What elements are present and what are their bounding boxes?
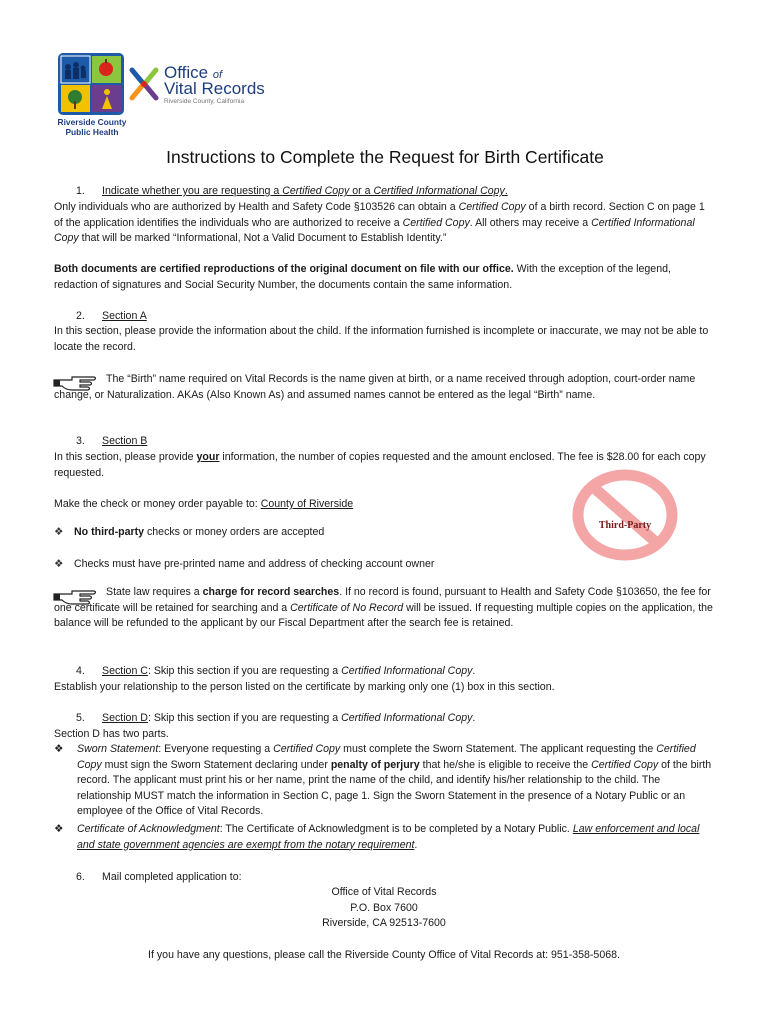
section-4-paragraph: Establish your relationship to the person listed on the certificate by marking only one (1) box in this section.: [54, 681, 555, 693]
section-1-heading: 1. Indicate whether you are requesting a Certified Copy or a Certified Informational Copy.: [76, 185, 508, 197]
section-4-heading: 4. Section C: Skip this section if you are requesting a Certified Informational Copy.: [76, 665, 476, 677]
section-3-paragraph: In this section, please provide your information, the number of copies requested and the amount enclosed. The fee is $28.00 for each copy requested.: [54, 451, 706, 479]
riverside-county-label: Riverside County, California: [164, 98, 245, 105]
diamond-bullet-icon: ❖: [54, 743, 64, 755]
section-1-paragraph-1: Only individuals who are authorized by Health and Safety Code §103526 can obtain a Certified Copy of a birth record. Section C on page 1 of the application identifies the individuals who are authorized to receive a Certified Copy. All others may receive a Certified Informational Copy that will be marked “Informational, Not a Valid Document to Establish Identity.”: [54, 201, 705, 245]
diamond-bullet-icon: ❖: [54, 823, 64, 835]
bullet-preprinted: ❖ Checks must have pre-printed name and address of checking account owner: [54, 557, 714, 573]
stamp-label: Third-Party: [598, 520, 652, 531]
page-title: Instructions to Complete the Request for Birth Certificate: [166, 147, 604, 167]
payable-line: Make the check or money order payable to: County of Riverside: [54, 498, 354, 510]
section-2-paragraph: In this section, please provide the information about the child. If the information furnished is incomplete or inaccurate, we may not be able to locate the record.: [54, 325, 709, 353]
office-of-label: Office of: [164, 63, 223, 82]
public-health-logo: [58, 53, 124, 115]
vital-records-label: Vital Records: [164, 79, 265, 98]
section-6-heading: 6. Mail completed application to:: [76, 871, 242, 883]
section-1-paragraph-2: Both documents are certified reproductions of the original document on file with our office. With the exception of the legend, redaction of signatures and Social Security Number, the documents contain the same information.: [54, 263, 671, 291]
diamond-bullet-icon: ❖: [54, 526, 64, 538]
footer-contact: If you have any questions, please call the Riverside County Office of Vital Records at: 951-358-5068.: [148, 949, 620, 961]
section-2-note: The “Birth” name required on Vital Records is the name given at birth, or a name received through adoption, court-order name change, or Naturalization. AKAs (Also Known As) and assumed names cannot be entered as the legal “Birth” name.: [54, 373, 696, 401]
section-3-heading: 3. Section B: [76, 435, 148, 447]
section-3-note: State law requires a charge for record searches. If no record is found, pursuant to Health and Safety Code §103650, the fee for one certificate will be retained for searching and a Certificate of No Record will be issued. If requesting multiple copies on the application, the balance will be refunded to the applicant by our Fiscal Department after the search fee is retained.: [54, 586, 713, 630]
public-health-caption: [50, 117, 134, 137]
no-third-party-stamp: [570, 468, 680, 562]
bullet-sworn-statement: ❖ Sworn Statement: Everyone requesting a Certified Copy must complete the Sworn Statement. The applicant requesting the Certified Copy must sign the Sworn Statement declaring under penalty of perjury that he/she is eligible to receive the Certified Copy of the birth record. The applicant must print his or her name, print the name of the child, and identify his/her relationship to the child. The relationship MUST match the information in Section C, page 1. Sign the Sworn Statement in the presence of a Notary Public or an employee of the Office of Vital Records.: [54, 743, 712, 818]
diamond-bullet-icon: ❖: [54, 558, 64, 570]
section-1-heading-text: Indicate whether you are requesting a Certified Copy or a Certified Informational Copy.: [102, 185, 508, 197]
vital-records-emblem: [128, 62, 162, 112]
address-line-2: P.O. Box 7600: [350, 902, 418, 914]
section-5-heading: 5. Section D: Skip this section if you are requesting a Certified Informational Copy.: [76, 712, 476, 724]
bullet-certificate-ack: ❖ Certificate of Acknowledgment: The Certificate of Acknowledgment is to be completed by a Notary Public. Law enforcement and local and state government agencies are exempt from the notary requirement.: [54, 823, 700, 851]
caption-line-2: Public Health: [65, 127, 119, 137]
address-line-3: Riverside, CA 92513-7600: [322, 917, 446, 929]
section-2-heading: 2. Section A: [76, 310, 147, 322]
address-line-1: Office of Vital Records: [331, 886, 437, 898]
bullet-no-third-party: ❖ No third-party checks or money orders are accepted: [54, 525, 714, 541]
section-5-intro: Section D has two parts.: [54, 728, 169, 740]
caption-line-1: Riverside County: [57, 117, 127, 127]
